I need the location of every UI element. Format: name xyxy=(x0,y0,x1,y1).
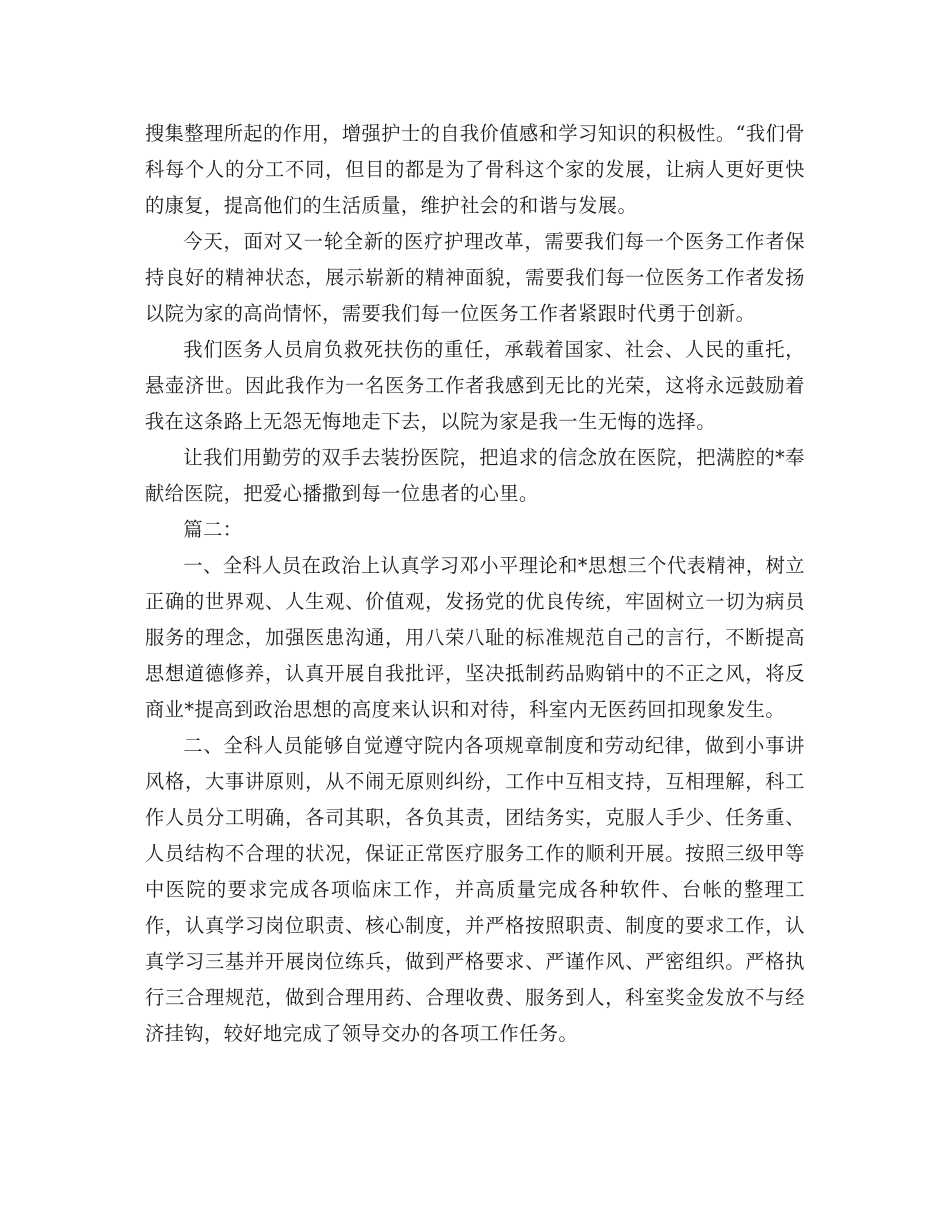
paragraph-dedication: 让我们用勤劳的双手去装扮医院，把追求的信念放在医院，把满腔的*奉献给医院，把爱心播撒到每一位患者的心里。 xyxy=(145,446,805,505)
paragraph-item-one: 一、全科人员在政治上认真学习邓小平理论和*思想三个代表精神，树立正确的世界观、人生观、价值观，发扬党的优良传统，牢固树立一切为病员服务的理念，加强医患沟通，用八荣八耻的标准规范自己的言行，不断提高思想道德修养，认真开展自我批评，坚决抵制药品购销中的不正之风，将反商业*提高到政治思想的高度来认识和对待，科室内无医药回扣现象发生。 xyxy=(145,554,805,721)
paragraph-reform: 今天，面对又一轮全新的医疗护理改革，需要我们每一个医务工作者保持良好的精神状态，展示崭新的精神面貌，需要我们每一位医务工作者发扬以院为家的高尚情怀，需要我们每一位医务工作者紧跟时代勇于创新。 xyxy=(145,230,805,325)
document-page xyxy=(145,116,805,1052)
section-heading-part-two: 篇二： xyxy=(183,518,243,541)
paragraph-responsibility: 我们医务人员肩负救死扶伤的重任，承载着国家、社会、人民的重托，悬壶济世。因此我作为一名医务工作者我感到无比的光荣，这将永远鼓励着我在这条路上无怨无悔地走下去，以院为家是我一生无悔的选择。 xyxy=(145,338,805,433)
paragraph-continuation: 搜集整理所起的作用，增强护士的自我价值感和学习知识的积极性。“我们骨科每个人的分工不同，但目的都是为了骨科这个家的发展，让病人更好更快的康复，提高他们的生活质量，维护社会的和谐与发展。 xyxy=(145,122,805,217)
paragraph-item-two: 二、全科人员能够自觉遵守院内各项规章制度和劳动纪律，做到小事讲风格，大事讲原则，从不闹无原则纠纷，工作中互相支持，互相理解，科工作人员分工明确，各司其职，各负其责，团结务实，克服人手少、任务重、人员结构不合理的状况，保证正常医疗服务工作的顺利开展。按照三级甲等中医院的要求完成各项临床工作，并高质量完成各种软件、台帐的整理工作，认真学习岗位职责、核心制度，并严格按照职责、制度的要求工作，认真学习三基并开展岗位练兵，做到严格要求、严谨作风、严密组织。严格执行三合理规范，做到合理用药、合理收费、服务到人，科室奖金发放不与经济挂钩，较好地完成了领导交办的各项工作任务。 xyxy=(145,734,805,1045)
